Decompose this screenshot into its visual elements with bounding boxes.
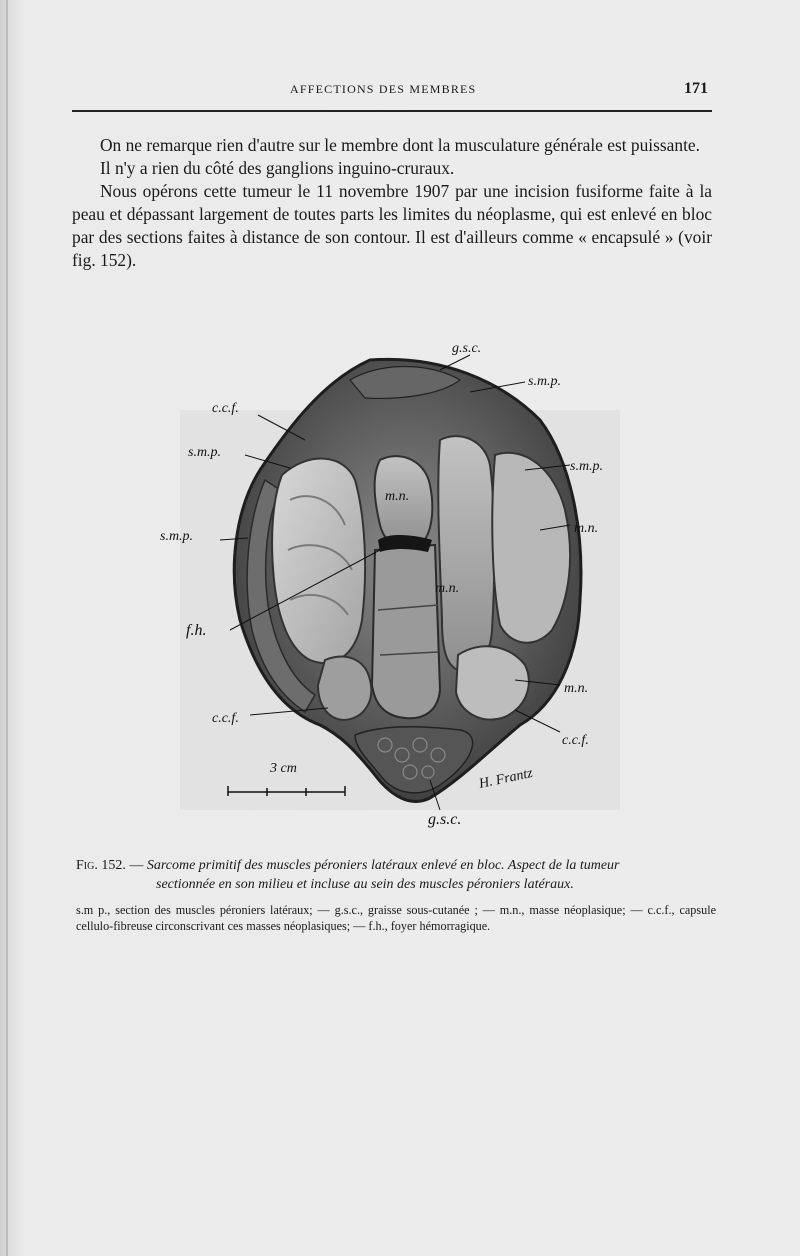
caption-fig-number: Fig. 152. <box>76 858 126 873</box>
body-text <box>72 134 712 272</box>
mass-lower-left <box>318 657 371 720</box>
paragraph: Nous opérons cette tumeur le 11 novembre 1907 par une incision fusiforme faite à la peau et dépassant largement de toutes parts les limites du néoplasme, qui est enlevé en bloc par des sections faites à distance de son contour. Il est d'ailleurs comme « encapsulé » (voir fig. 152). <box>72 181 712 270</box>
anatomical-figure <box>140 340 660 840</box>
figure-caption: Fig. 152. — Sarcome primitif des muscles péroniers latéraux enlevé en bloc. Aspect de la tumeur sectionnée en son milieu et incluse au sein des muscles péroniers latéraux. <box>76 856 716 894</box>
tumor-illustration <box>140 340 660 840</box>
label-ccf-left: c.c.f. <box>212 401 239 416</box>
header-rule <box>72 110 712 112</box>
paragraph: Il n'y a rien du côté des ganglions inguino-cruraux. <box>100 158 455 178</box>
label-smp-right: s.m.p. <box>570 459 604 474</box>
label-mn-lower-right: m.n. <box>564 681 589 696</box>
caption-title-1: Sarcome primitif des muscles péroniers latéraux enlevé en bloc. Aspect de la tumeur <box>146 858 620 873</box>
label-gsc-top: g.s.c. <box>452 341 482 356</box>
muscle-section-left <box>272 459 365 663</box>
label-smp-left1: s.m.p. <box>188 445 222 460</box>
paragraph: On ne remarque rien d'autre sur le membre dont la musculature générale est puissante. <box>100 135 700 155</box>
running-head: AFFECTIONS DES MEMBRES <box>290 82 477 96</box>
label-ccf-bottom-right: c.c.f. <box>562 733 589 748</box>
label-smp-left2: s.m.p. <box>160 529 194 544</box>
figure-legend: s.m p., section des muscles péroniers latéraux; — g.s.c., graisse sous-cutanée ; — m.n., masse néoplasique; — c.c.f., capsule cellulo-fibreuse circonscrivant ces masses néoplasiques; — f.h., foyer hémorragique. <box>76 903 716 933</box>
label-smp-top: s.m.p. <box>528 374 562 389</box>
page-gutter <box>6 0 8 1256</box>
label-fh: f.h. <box>186 622 207 639</box>
label-mn-center2: m.n. <box>435 581 460 596</box>
central-column <box>372 545 440 718</box>
label-ccf-bottom-left: c.c.f. <box>212 711 239 726</box>
label-mn-right: m.n. <box>574 521 599 536</box>
artist-signature: H. Frantz <box>477 765 535 792</box>
page-number: 171 <box>684 80 708 97</box>
label-gsc-bottom: g.s.c. <box>428 811 462 828</box>
mass-center-right <box>438 436 494 671</box>
caption-title-2: sectionnée en son milieu et incluse au sein des muscles péroniers latéraux. <box>156 877 574 892</box>
label-mn-center1: m.n. <box>385 489 410 504</box>
mass-lower-right <box>456 646 529 719</box>
scale-label: 3 cm <box>270 761 297 776</box>
